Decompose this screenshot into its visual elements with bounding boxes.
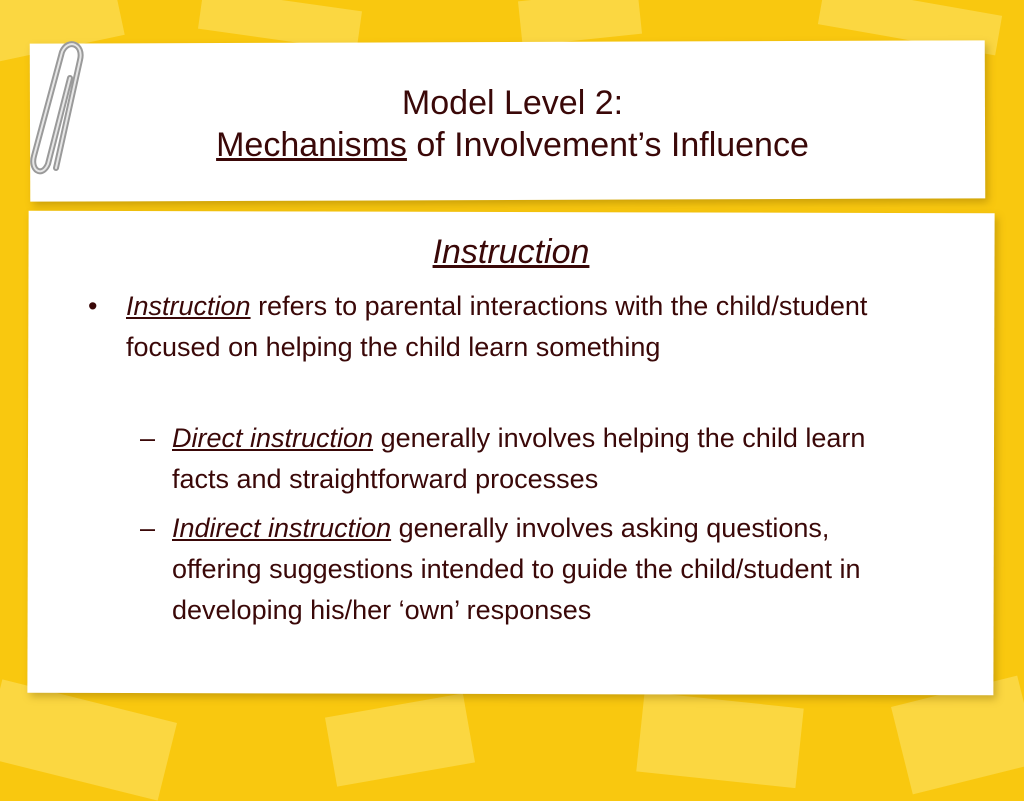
bullet-marker: • [88, 291, 98, 321]
bullet-text [126, 286, 908, 368]
title-emphasis: Mechanisms [216, 126, 407, 164]
sub-bullet-marker: – [140, 423, 156, 453]
title-line-2 [30, 124, 995, 166]
sub-bullet-text [172, 418, 900, 500]
sub-bullet-term: Direct instruction [172, 423, 374, 453]
sub-bullet-body: generally involves asking questions, offering suggestions intended to guide the child/student in developing his/her ‘own’ responses [172, 513, 861, 625]
bullet-body: refers to parental interactions with the child/student focused on helping the child learn something [126, 291, 868, 362]
paperclip-icon [18, 38, 88, 183]
sub-bullet-text [172, 508, 920, 631]
slide-title [30, 82, 995, 166]
background-shape [636, 692, 803, 788]
list-item [140, 418, 900, 500]
background-shape [325, 693, 475, 786]
sub-bullet-marker: – [140, 513, 156, 543]
background-shape [0, 679, 177, 800]
title-line-1: Model Level 2: [401, 84, 624, 122]
list-item [140, 508, 920, 631]
background-shape [518, 0, 642, 46]
sub-bullet-body: generally involves helping the child learn facts and straightforward processes [172, 423, 866, 494]
bullet-term: Instruction [126, 291, 251, 321]
list-item [88, 286, 908, 368]
sub-bullet-term: Indirect instruction [172, 513, 392, 543]
section-heading: Instruction [432, 233, 590, 271]
title-rest: of Involvement’s Influence [406, 126, 809, 164]
